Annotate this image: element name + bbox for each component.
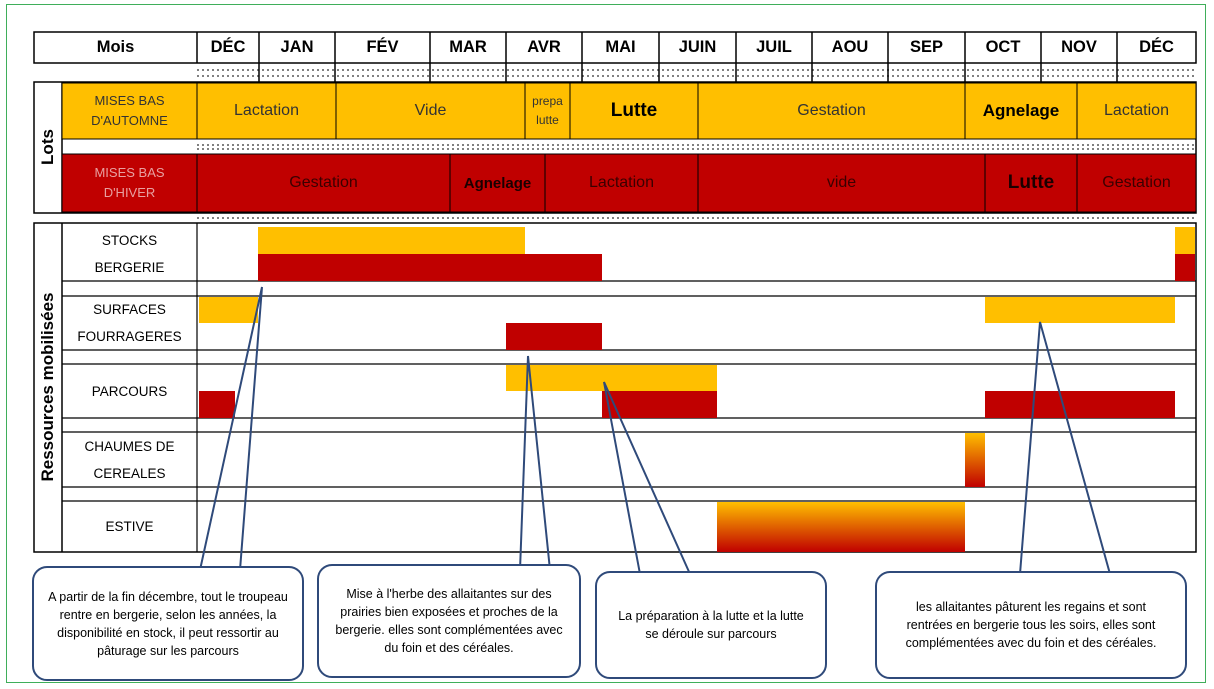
surfaces-line1: SURFACES bbox=[93, 302, 166, 317]
prepa-line1: prepa bbox=[532, 94, 563, 108]
hiver-period-lutte: Lutte bbox=[1007, 172, 1055, 193]
bar-parcours-hiver-end bbox=[985, 391, 1175, 418]
month-mai: MAI bbox=[605, 38, 636, 56]
automne-period-gestation: Gestation bbox=[797, 102, 866, 119]
month-juin: JUIN bbox=[678, 38, 717, 56]
bar-surfaces-hiver bbox=[506, 323, 602, 350]
resource-label-stocks bbox=[62, 227, 197, 281]
stocks-line1: STOCKS bbox=[101, 233, 158, 248]
month-dec: DÉC bbox=[210, 38, 246, 56]
month-fev: FÉV bbox=[366, 38, 399, 56]
month-nov: NOV bbox=[1061, 38, 1097, 56]
month-sep: SEP bbox=[909, 38, 944, 56]
resource-label-parcours: PARCOURS bbox=[91, 383, 168, 399]
callout-text-3: La préparation à la lutte et la lutte se déroule sur parcours bbox=[618, 609, 804, 641]
hiver-period-lactation: Lactation bbox=[589, 174, 654, 191]
bar-surfaces-automne-end bbox=[985, 297, 1175, 323]
tick-marks bbox=[259, 63, 1117, 82]
ressources-title: Ressources mobilisées bbox=[38, 292, 57, 482]
bar-stocks-hiver bbox=[258, 254, 602, 281]
automne-period-lutte: Lutte bbox=[610, 100, 658, 121]
automne-period-lactation: Lactation bbox=[234, 102, 299, 119]
bar-estive bbox=[717, 502, 965, 552]
month-avr: AVR bbox=[527, 38, 561, 56]
automne-period-agnelage: Agnelage bbox=[982, 101, 1060, 120]
bar-parcours-hiver-start bbox=[199, 391, 235, 418]
month-juil: JUIL bbox=[756, 38, 792, 56]
resource-label-chaumes bbox=[62, 432, 197, 487]
hiver-label-line2: D'HIVER bbox=[103, 185, 156, 200]
bar-chaumes bbox=[965, 433, 985, 487]
month-jan: JAN bbox=[280, 38, 314, 56]
automne-label-line1: MISES BAS bbox=[94, 93, 165, 108]
hiver-label-line1: MISES BAS bbox=[94, 165, 165, 180]
hiver-label bbox=[62, 154, 197, 212]
month-aou: AOU bbox=[831, 38, 869, 56]
month-oct: OCT bbox=[985, 38, 1021, 56]
resource-label-estive: ESTIVE bbox=[105, 519, 154, 534]
bar-stocks-automne bbox=[258, 227, 525, 254]
resource-label-surfaces bbox=[62, 296, 197, 350]
header-label: Mois bbox=[96, 38, 135, 56]
surfaces-line2: FOURRAGERES bbox=[77, 329, 182, 344]
prepa-line2: lutte bbox=[536, 113, 559, 127]
stocks-line2: BERGERIE bbox=[94, 260, 165, 275]
automne-label bbox=[62, 83, 197, 139]
automne-period-lactation2: Lactation bbox=[1104, 102, 1169, 119]
hiver-period-gestation2: Gestation bbox=[1102, 174, 1171, 191]
hiver-period-agnelage: Agnelage bbox=[463, 174, 532, 192]
chaumes-line2: CEREALES bbox=[93, 465, 166, 481]
hiver-period-gestation: Gestation bbox=[289, 174, 358, 191]
lots-title: Lots bbox=[38, 129, 57, 165]
month-dec-2: DÉC bbox=[1139, 38, 1174, 56]
chaumes-line1: CHAUMES DE bbox=[84, 438, 175, 454]
automne-label-line2: D'AUTOMNE bbox=[91, 113, 168, 128]
automne-period-vide: Vide bbox=[414, 102, 447, 119]
automne-period-prepa bbox=[525, 83, 570, 139]
month-mar: MAR bbox=[449, 38, 487, 56]
bar-stocks-hiver-end bbox=[1175, 254, 1195, 281]
callout-text-4: les allaitantes pâturent les regains et sont rentrées en bergerie tous les soirs, elles sont complémentées avec du foin et des céréales. bbox=[905, 600, 1157, 650]
bar-stocks-automne-end bbox=[1175, 227, 1195, 254]
hiver-period-vide: vide bbox=[826, 174, 857, 191]
callout-text-1: A partir de la fin décembre, tout le troupeau rentre en bergerie, selon les années, la disponibilité en stock, il peut ressortir au pâturage sur les parcours bbox=[48, 589, 288, 658]
bar-surfaces-automne-start bbox=[199, 297, 258, 323]
callout-text-2: Mise à l'herbe des allaitantes sur des prairies bien exposées et proches de la bergerie. elles sont complémentées avec du foin et des céréales. bbox=[335, 587, 563, 655]
bar-parcours-automne bbox=[506, 365, 717, 391]
